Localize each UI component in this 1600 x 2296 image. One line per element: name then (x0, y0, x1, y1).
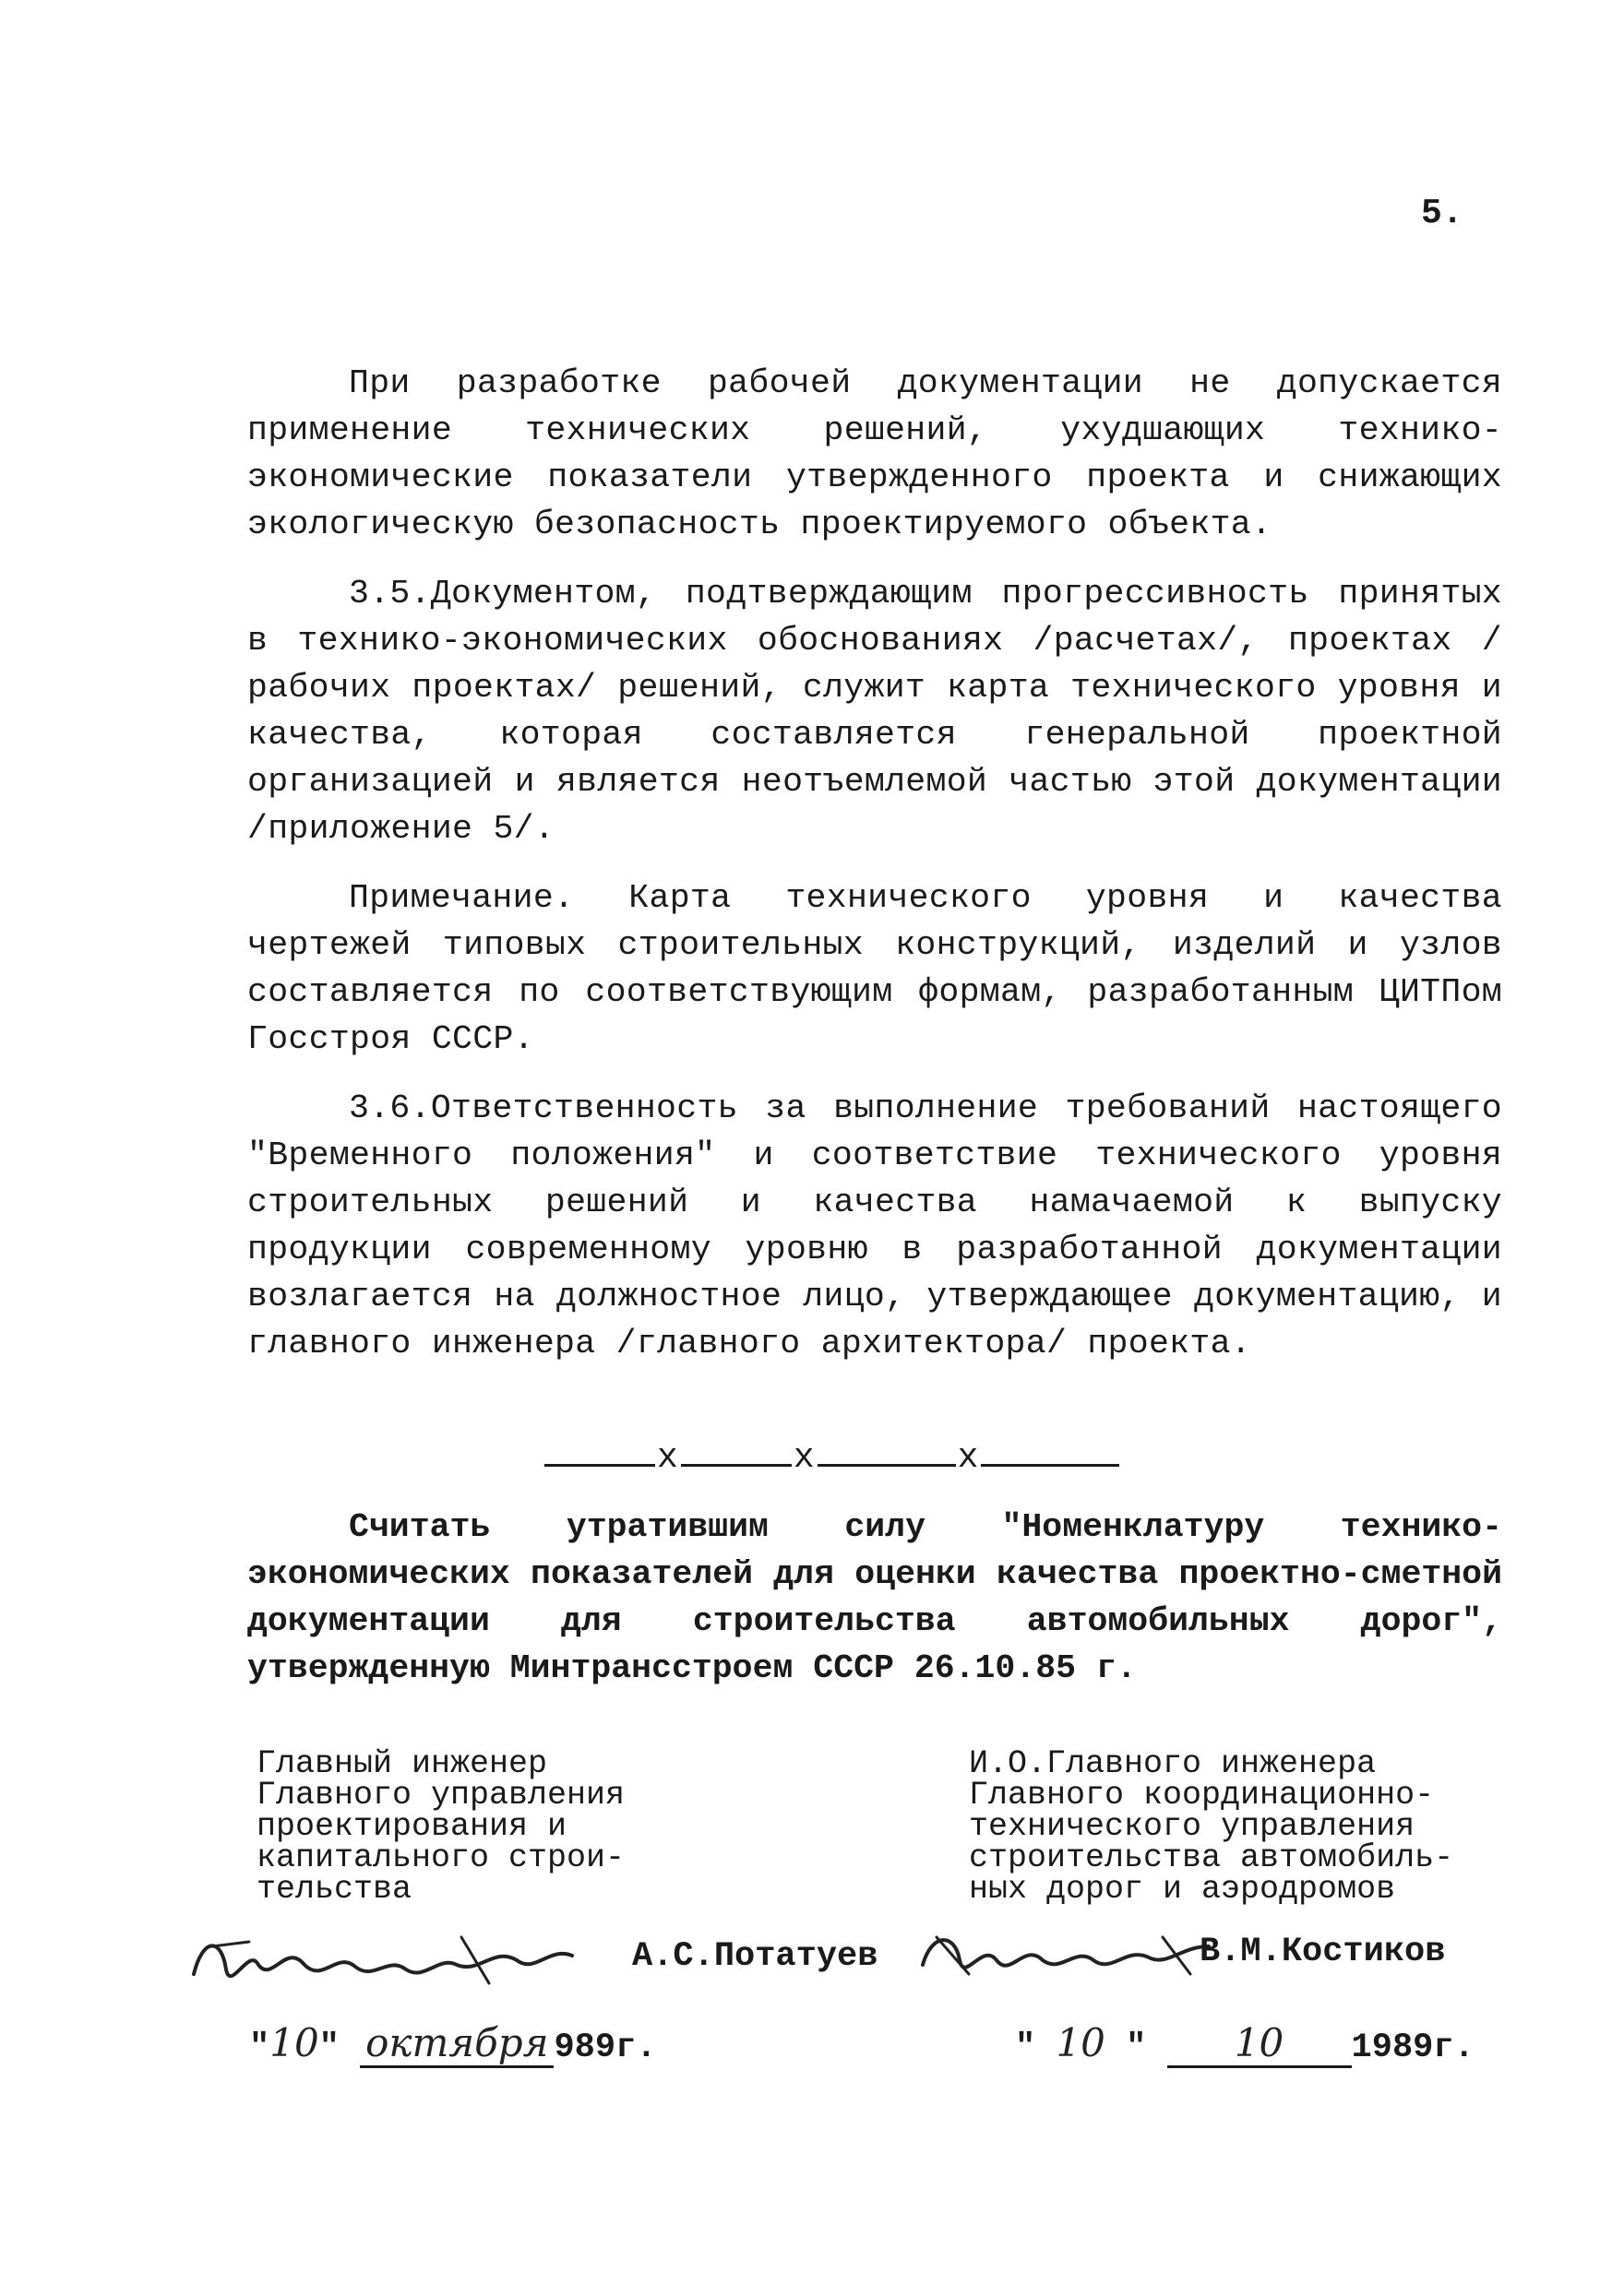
left-date-close-quote: " (318, 2028, 340, 2067)
separator-mark: x (957, 1438, 980, 1478)
left-signatory-title: Главный инженер Главного управления проектирования и капитального строи- тельства (257, 1745, 626, 1908)
paragraph-note: Примечание. Карта технического уровня и качества чертежей типовых строительных конструкций, изделий и узлов составляется по соответствующим формам, разработанным ЦИТПом Госстроя СССР. (247, 879, 1502, 1058)
section-separator (544, 1434, 1119, 1478)
left-handwritten-signature (185, 1919, 627, 2002)
separator-line (681, 1434, 792, 1467)
right-signature-date (1015, 2020, 1475, 2068)
separator-line (544, 1434, 655, 1467)
left-date-year: 989г. (554, 2028, 657, 2067)
paragraph-working-docs: При разработке рабочей документации не допускается применение технических решений, ухудшающих технико-экономические показатели утвержденного проекта и снижающих экологическую безопасность проектируемого объекта. (247, 364, 1502, 543)
separator-line (818, 1434, 956, 1467)
body-text (247, 360, 1502, 1389)
left-signature-date (249, 2020, 656, 2068)
right-signatory-name: В.М.Костиков (1200, 1933, 1446, 1971)
left-date-open-quote: " (249, 2028, 270, 2067)
left-date-day: 10 (269, 2020, 319, 2065)
separator-mark: x (793, 1438, 816, 1478)
right-handwritten-signature (913, 1919, 1218, 1993)
page-number: 5. (1421, 194, 1463, 233)
paragraph-3-6: 3.6.Ответственность за выполнение требований настоящего "Временного положения" и соответствие технического уровня строительных решений и качества намачаемой к выпуску продукции современному уровню в разработанной документации возлагается на должностное лицо, утверждающее документацию, и главного инженера /главного архитектора/ проекта. (247, 1089, 1502, 1362)
right-signatory-title: И.О.Главного инженера Главного координационно- технического управления строительства автомобиль- ных дорог и аэродромов (969, 1745, 1454, 1908)
right-date-open-quote: " (1015, 2028, 1036, 2067)
right-date-day: 10 (1056, 2020, 1105, 2065)
right-date-year: 1989г. (1351, 2028, 1475, 2067)
left-date-month: октября (360, 2020, 554, 2068)
right-date-close-quote: " (1126, 2028, 1147, 2067)
separator-mark: x (657, 1438, 679, 1478)
left-signatory-name: А.С.Потатуев (632, 1937, 878, 1976)
repeal-statement: Считать утратившим силу "Номенклатуру технико-экономических показателей для оценки качества проектно-сметной документации для строительства автомобильных дорог", утвержденную Минтрансстроем СССР 26.10.85 г. (247, 1508, 1502, 1687)
separator-line (981, 1434, 1119, 1467)
right-date-month: 10 (1167, 2020, 1352, 2068)
paragraph-3-5: 3.5.Документом, подтверждающим прогрессивность принятых в технико-экономических обоснованиях /расчетах/, проектах /рабочих проектах/ решений, служит карта технического уровня и качества, которая составляется генеральной проектной организацией и является неотъемлемой частью этой документации /приложение 5/. (247, 575, 1502, 848)
